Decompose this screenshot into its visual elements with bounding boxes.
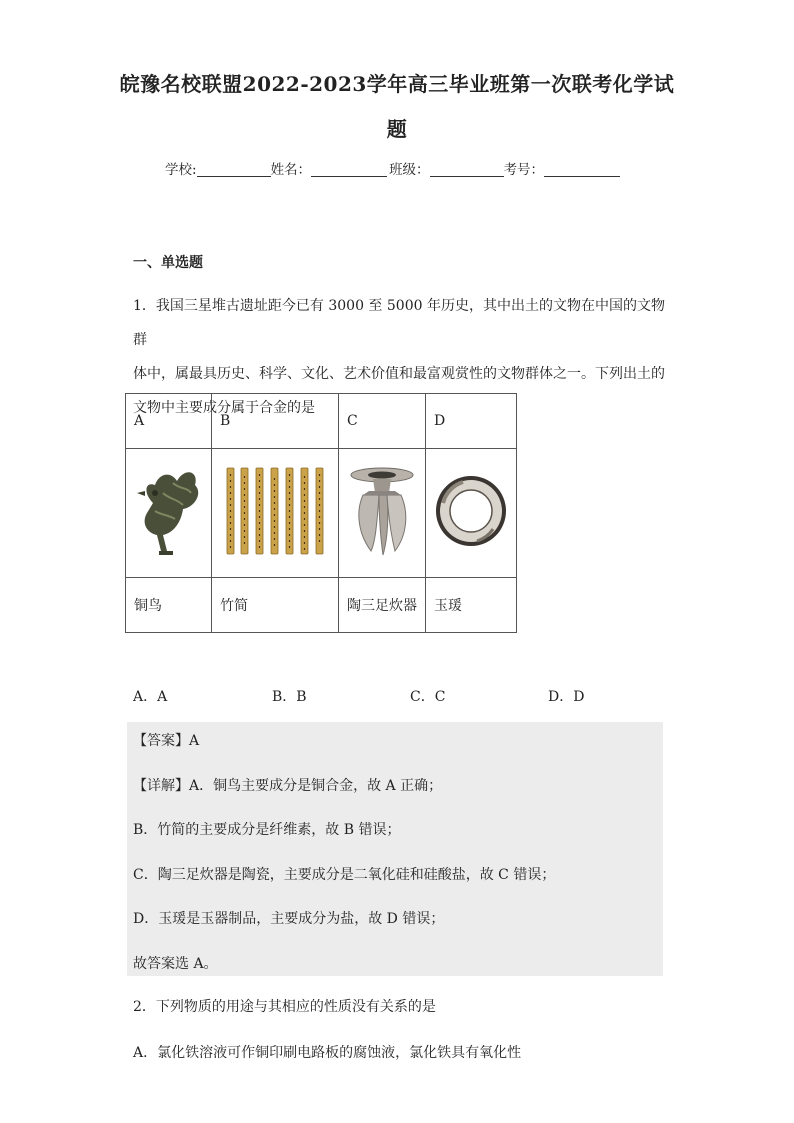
class-blank[interactable] [430, 162, 504, 177]
q1-stem-line2: 体中，属最具历史、科学、文化、艺术价值和最富观赏性的文物群体之一。下列出土的 [133, 366, 665, 382]
label-cell-d: 玉瑗 [426, 578, 517, 633]
choice-c[interactable]: C．C [410, 689, 446, 705]
section-heading: 一、单选题 [133, 255, 203, 271]
label-cell-a: 铜鸟 [126, 578, 212, 633]
q1-stem-line3: 文物中主要成分属于合金的是 [133, 400, 315, 416]
choice-b[interactable]: B．B [272, 689, 307, 705]
q1-stem-line1: 1．我国三星堆古遗址距今已有 3000 至 5000 年历史，其中出土的文物在中国的文物群 [133, 298, 665, 348]
bamboo-slips-image [223, 466, 327, 556]
doc-title-line2: 题 [386, 117, 408, 141]
student-info [165, 158, 620, 178]
label-cell-b: 竹简 [212, 578, 339, 633]
detail-b: B．竹简的主要成分是纤维素，故 B 错误； [133, 822, 401, 838]
pottery-tripod-image [349, 465, 415, 557]
image-cell-b [212, 449, 339, 578]
school-label: 学校: [165, 162, 197, 178]
q1-options-table [125, 393, 517, 633]
header-cell-d: D [426, 394, 517, 449]
class-label: 班级： [389, 162, 430, 178]
exam-no-label: 考号： [503, 162, 545, 178]
name-blank[interactable] [311, 162, 387, 177]
doc-title-line1: 皖豫名校联盟2022-2023学年高三毕业班第一次联考化学试 [119, 72, 675, 96]
label-cell-c: 陶三足炊器 [339, 578, 426, 633]
answer-box [127, 722, 663, 976]
detail-c: C．陶三足炊器是陶瓷，主要成分是二氧化硅和硅酸盐，故 C 错误； [133, 867, 556, 883]
header-cell-a: A [126, 394, 212, 449]
header-cell-b: B [212, 394, 339, 449]
image-cell-c [339, 449, 426, 578]
jade-ring-image [433, 473, 509, 549]
bronze-bird-image [133, 463, 205, 559]
answer-conclusion: 故答案选 A。 [133, 956, 218, 972]
question-2-stem: 2．下列物质的用途与其相应的性质没有关系的是 [133, 999, 436, 1015]
image-cell-d [426, 449, 517, 578]
detail-d: D．玉瑗是玉器制品，主要成分为盐，故 D 错误； [133, 911, 445, 927]
detail-a: 【详解】A．铜鸟主要成分是铜合金，故 A 正确； [133, 778, 443, 794]
choice-a[interactable]: A．A [133, 689, 168, 705]
exam-no-blank[interactable] [544, 162, 620, 177]
question-2-option-a[interactable]: A．氯化铁溶液可作铜印刷电路板的腐蚀液，氯化铁具有氧化性 [133, 1045, 522, 1061]
header-cell-c: C [339, 394, 426, 449]
image-cell-a [126, 449, 212, 578]
answer-line: 【答案】A [133, 733, 200, 749]
name-label: 姓名： [270, 162, 312, 178]
school-blank[interactable] [197, 162, 271, 177]
choice-d[interactable]: D．D [548, 689, 585, 705]
